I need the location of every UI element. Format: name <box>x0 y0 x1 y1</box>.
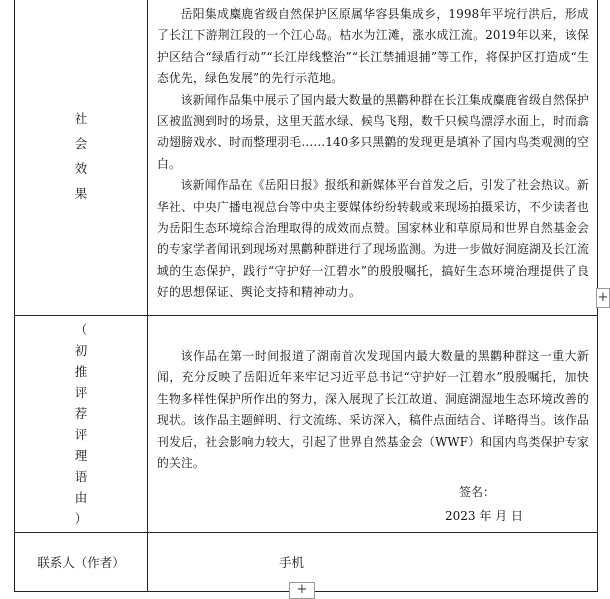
evaluation-label-char: ） <box>74 511 88 526</box>
phone-label: 手机 <box>279 555 305 570</box>
contact-label: 联系人（作者） <box>15 533 148 592</box>
social-effect-content[interactable] <box>148 0 598 316</box>
evaluation-row <box>15 316 598 533</box>
social-effect-paragraph-1: 岳阳集成麋鹿省级自然保护区原属华容县集成乡，1998年平垸行洪后，形成了长江下游荆江段的一个江心岛。枯水为江滩，涨水成江流。2019年以来，该保护区结合“绿盾行动”“长江岸线整治”“长江禁捕退捕”等工作，将保护区打造成“生态优先，绿色发展”的先行示范地。 <box>157 7 589 86</box>
signature-label: 签名： <box>459 485 496 499</box>
social-effect-row <box>15 0 598 316</box>
evaluation-content[interactable] <box>148 316 598 533</box>
social-effect-label-char: 效 <box>74 160 88 176</box>
recommendation-form-table <box>14 0 598 592</box>
add-row-right-icon[interactable]: + <box>596 288 610 308</box>
evaluation-label-char: 初 <box>74 343 88 358</box>
evaluation-label-cell <box>15 316 148 533</box>
evaluation-label <box>73 319 89 529</box>
phone-cell[interactable] <box>148 533 598 592</box>
evaluation-paragraph: 该作品在第一时间报道了湖南首次发现国内最大数量的黑鹳种群这一重大新闻，充分反映了岳阳近年来牢记习近平总书记“守护好一江碧水”殷殷嘱托，加快生物多样性保护所作出的努力，深入展现了长江故道、洞庭湖湿地生态环境改善的现状。该作品主题鲜明、行文流练、采访深入，稿件点面结合、详略得当。该作品刊发后，社会影响力较大，引起了世界自然基金会（WWF）和国内鸟类保护专家的关注。 <box>157 349 589 471</box>
social-effect-label-cell <box>15 0 148 316</box>
evaluation-label-char: 理 <box>74 448 88 463</box>
evaluation-label-char: 荐 <box>74 406 88 421</box>
signature-date: 2023 年 月 日 <box>445 509 523 523</box>
social-effect-label <box>73 108 89 208</box>
evaluation-label-char: 语 <box>74 469 88 484</box>
add-row-bottom-icon[interactable]: + <box>289 582 315 599</box>
evaluation-label-char: 推 <box>74 364 88 379</box>
evaluation-label-char: 评 <box>74 385 88 400</box>
social-effect-label-char: 果 <box>74 185 88 201</box>
evaluation-label-char: （ <box>74 322 88 337</box>
social-effect-label-char: 会 <box>74 135 88 151</box>
evaluation-label-char: 评 <box>74 427 88 442</box>
social-effect-paragraph-3: 该新闻作品在《岳阳日报》报纸和新媒体平台首发之后，引发了社会热议。新华社、中央广播电视总台等中央主要媒体纷纷转载或来现场拍摄采访，不少读者也为岳阳生态环境综合治理取得的成效而点赞。国家林业和草原局和世界自然基金会的专家学者闻讯到现场对黑鹳种群进行了现场监测。为进一步做好洞庭湖及长江流域的生态保护，践行“守护好一江碧水”的殷殷嘱托，搞好生态环境治理提供了良好的思想保证、舆论支持和精神动力。 <box>157 178 589 300</box>
social-effect-paragraph-2: 该新闻作品集中展示了国内最大数量的黑鹳种群在长江集成麋鹿省级自然保护区被监测到时的场景，这里天蓝水绿、候鸟飞翔，数千只候鸟漂浮水面上，时而翕动翅膀戏水、时而整理羽毛……140多只黑鹳的发现更是填补了国内鸟类观测的空白。 <box>157 92 589 171</box>
social-effect-label-char: 社 <box>74 110 88 126</box>
evaluation-label-char: 由 <box>74 490 88 505</box>
